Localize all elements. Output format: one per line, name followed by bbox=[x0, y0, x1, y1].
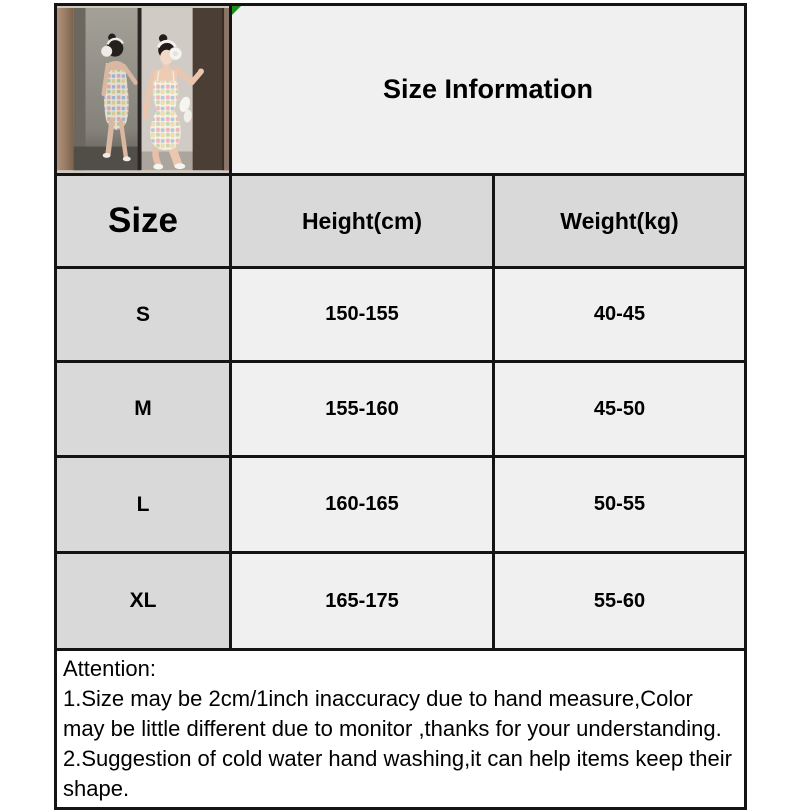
weight-value-xl: 55-60 bbox=[494, 553, 746, 650]
cell-corner-flag-icon bbox=[232, 6, 241, 15]
size-label-s: S bbox=[56, 268, 231, 362]
attention-note-cell bbox=[56, 650, 746, 809]
height-value-m: 155-160 bbox=[231, 362, 494, 457]
table-row-m bbox=[56, 362, 746, 457]
size-label-m: M bbox=[56, 362, 231, 457]
table-title-cell bbox=[231, 5, 746, 175]
column-header-size: Size bbox=[56, 175, 231, 268]
weight-value-s: 40-45 bbox=[494, 268, 746, 362]
attention-note-2: 2.Suggestion of cold water hand washing,it can help items keep their shape. bbox=[63, 746, 732, 801]
product-photo-cell bbox=[56, 5, 231, 175]
table-row-l bbox=[56, 457, 746, 553]
height-value-l: 160-165 bbox=[231, 457, 494, 553]
height-value-xl: 165-175 bbox=[231, 553, 494, 650]
weight-value-m: 45-50 bbox=[494, 362, 746, 457]
product-photo bbox=[57, 8, 229, 170]
attention-note-1: 1.Size may be 2cm/1inch inaccuracy due to hand measure,Color may be little different due to monitor ,thanks for your understanding. bbox=[63, 686, 722, 741]
table-row-s bbox=[56, 268, 746, 362]
table-row-xl bbox=[56, 553, 746, 650]
column-header-weight: Weight(kg) bbox=[494, 175, 746, 268]
weight-value-l: 50-55 bbox=[494, 457, 746, 553]
size-label-xl: XL bbox=[56, 553, 231, 650]
size-label-l: L bbox=[56, 457, 231, 553]
attention-label: Attention: bbox=[63, 656, 156, 681]
height-value-s: 150-155 bbox=[231, 268, 494, 362]
table-title: Size Information bbox=[382, 74, 593, 104]
column-header-height: Height(cm) bbox=[231, 175, 494, 268]
size-table bbox=[54, 3, 747, 810]
